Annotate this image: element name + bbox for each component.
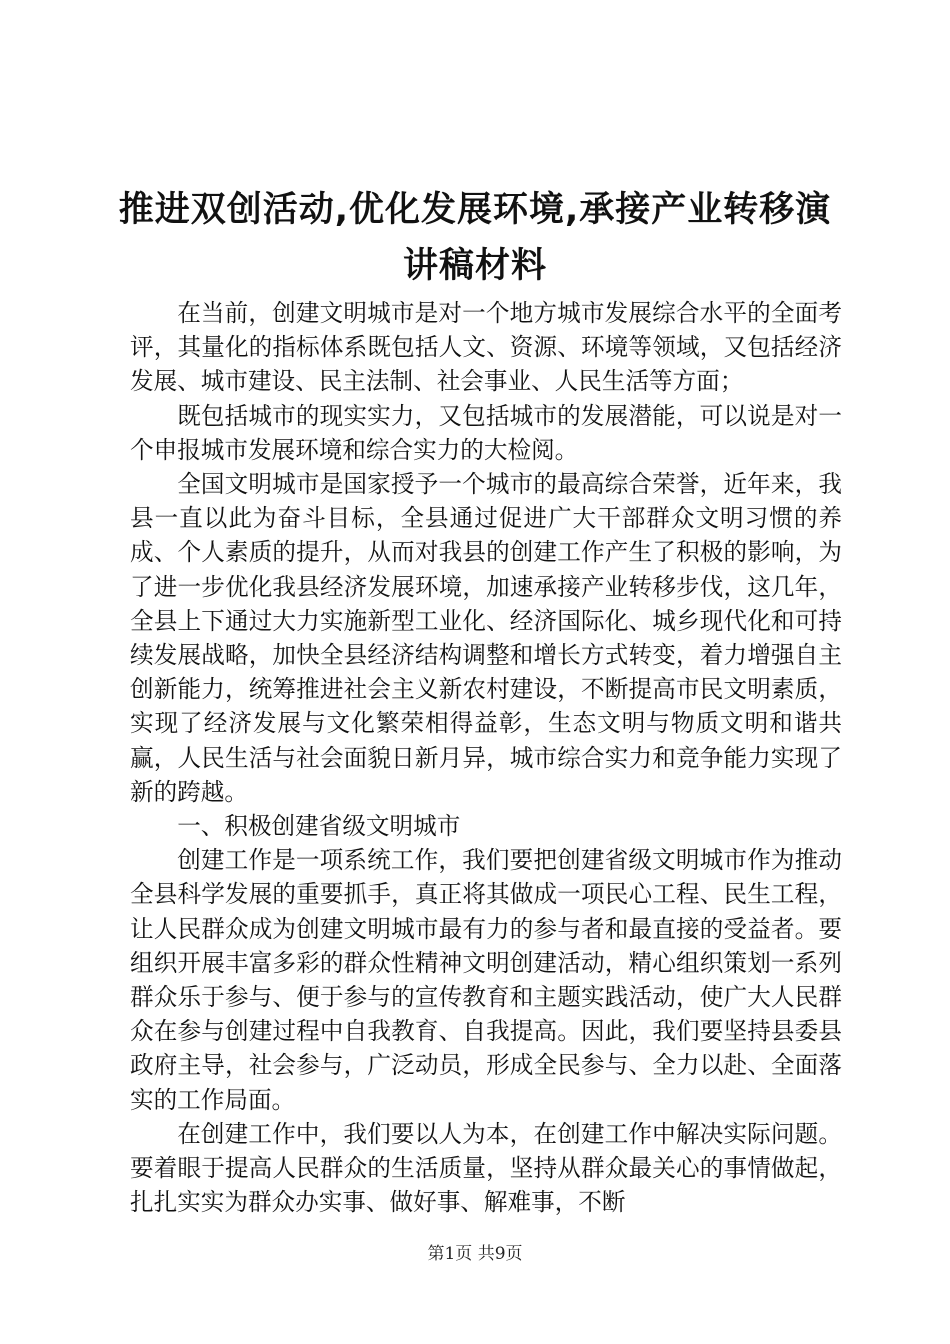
page-number-footer: 第1页 共9页 <box>427 1244 523 1264</box>
paragraph: 创建工作是一项系统工作，我们要把创建省级文明城市作为推动全县科学发展的重要抓手，真正将其做成一项民心工程、民生工程，让人民群众成为创建文明城市最有力的参与者和最直接的受益者。要组织开展丰富多彩的群众性精神文明创建活动，精心组织策划一系列群众乐于参与、便于参与的宣传教育和主题实践活动，使广大人民群众在参与创建过程中自我教育、自我提高。因此，我们要坚持县委县政府主导，社会参与，广泛动员，形成全民参与、全力以赴、全面落实的工作局面。 <box>130 846 842 1114</box>
paragraph: 全国文明城市是国家授予一个城市的最高综合荣誉，近年来，我县一直以此为奋斗目标，全县通过促进广大干部群众文明习惯的养成、个人素质的提升，从而对我县的创建工作产生了积极的影响，为了进一步优化我县经济发展环境，加速承接产业转移步伐，这几年，全县上下通过大力实施新型工业化、经济国际化、城乡现代化和可持续发展战略，加快全县经济结构调整和增长方式转变，着力增强自主创新能力，统筹推进社会主义新农村建设，不断提高市民文明素质，实现了经济发展与文化繁荣相得益彰，生态文明与物质文明和谐共赢，人民生活与社会面貌日新月异，城市综合实力和竞争能力实现了新的跨越。 <box>130 470 842 806</box>
document-body <box>130 296 842 1219</box>
paragraph: 既包括城市的现实实力，又包括城市的发展潜能，可以说是对一个申报城市发展环境和综合实力的大检阅。 <box>130 401 842 464</box>
section-heading: 一、积极创建省级文明城市 <box>177 812 461 841</box>
title-line-2: 讲稿材料 <box>402 246 547 286</box>
document-title <box>100 182 850 294</box>
paragraph: 在当前，创建文明城市是对一个地方城市发展综合水平的全面考评，其量化的指标体系既包括人文、资源、环境等领域，又包括经济发展、城市建设、民主法制、社会事业、人民生活等方面； <box>130 299 842 396</box>
paragraph: 在创建工作中，我们要以人为本，在创建工作中解决实际问题。要着眼于提高人民群众的生活质量，坚持从群众最关心的事情做起，扎扎实实为群众办实事、做好事、解难事，不断 <box>130 1119 842 1217</box>
title-line-1: 推进双创活动,优化发展环境,承接产业转移演 <box>118 190 832 230</box>
